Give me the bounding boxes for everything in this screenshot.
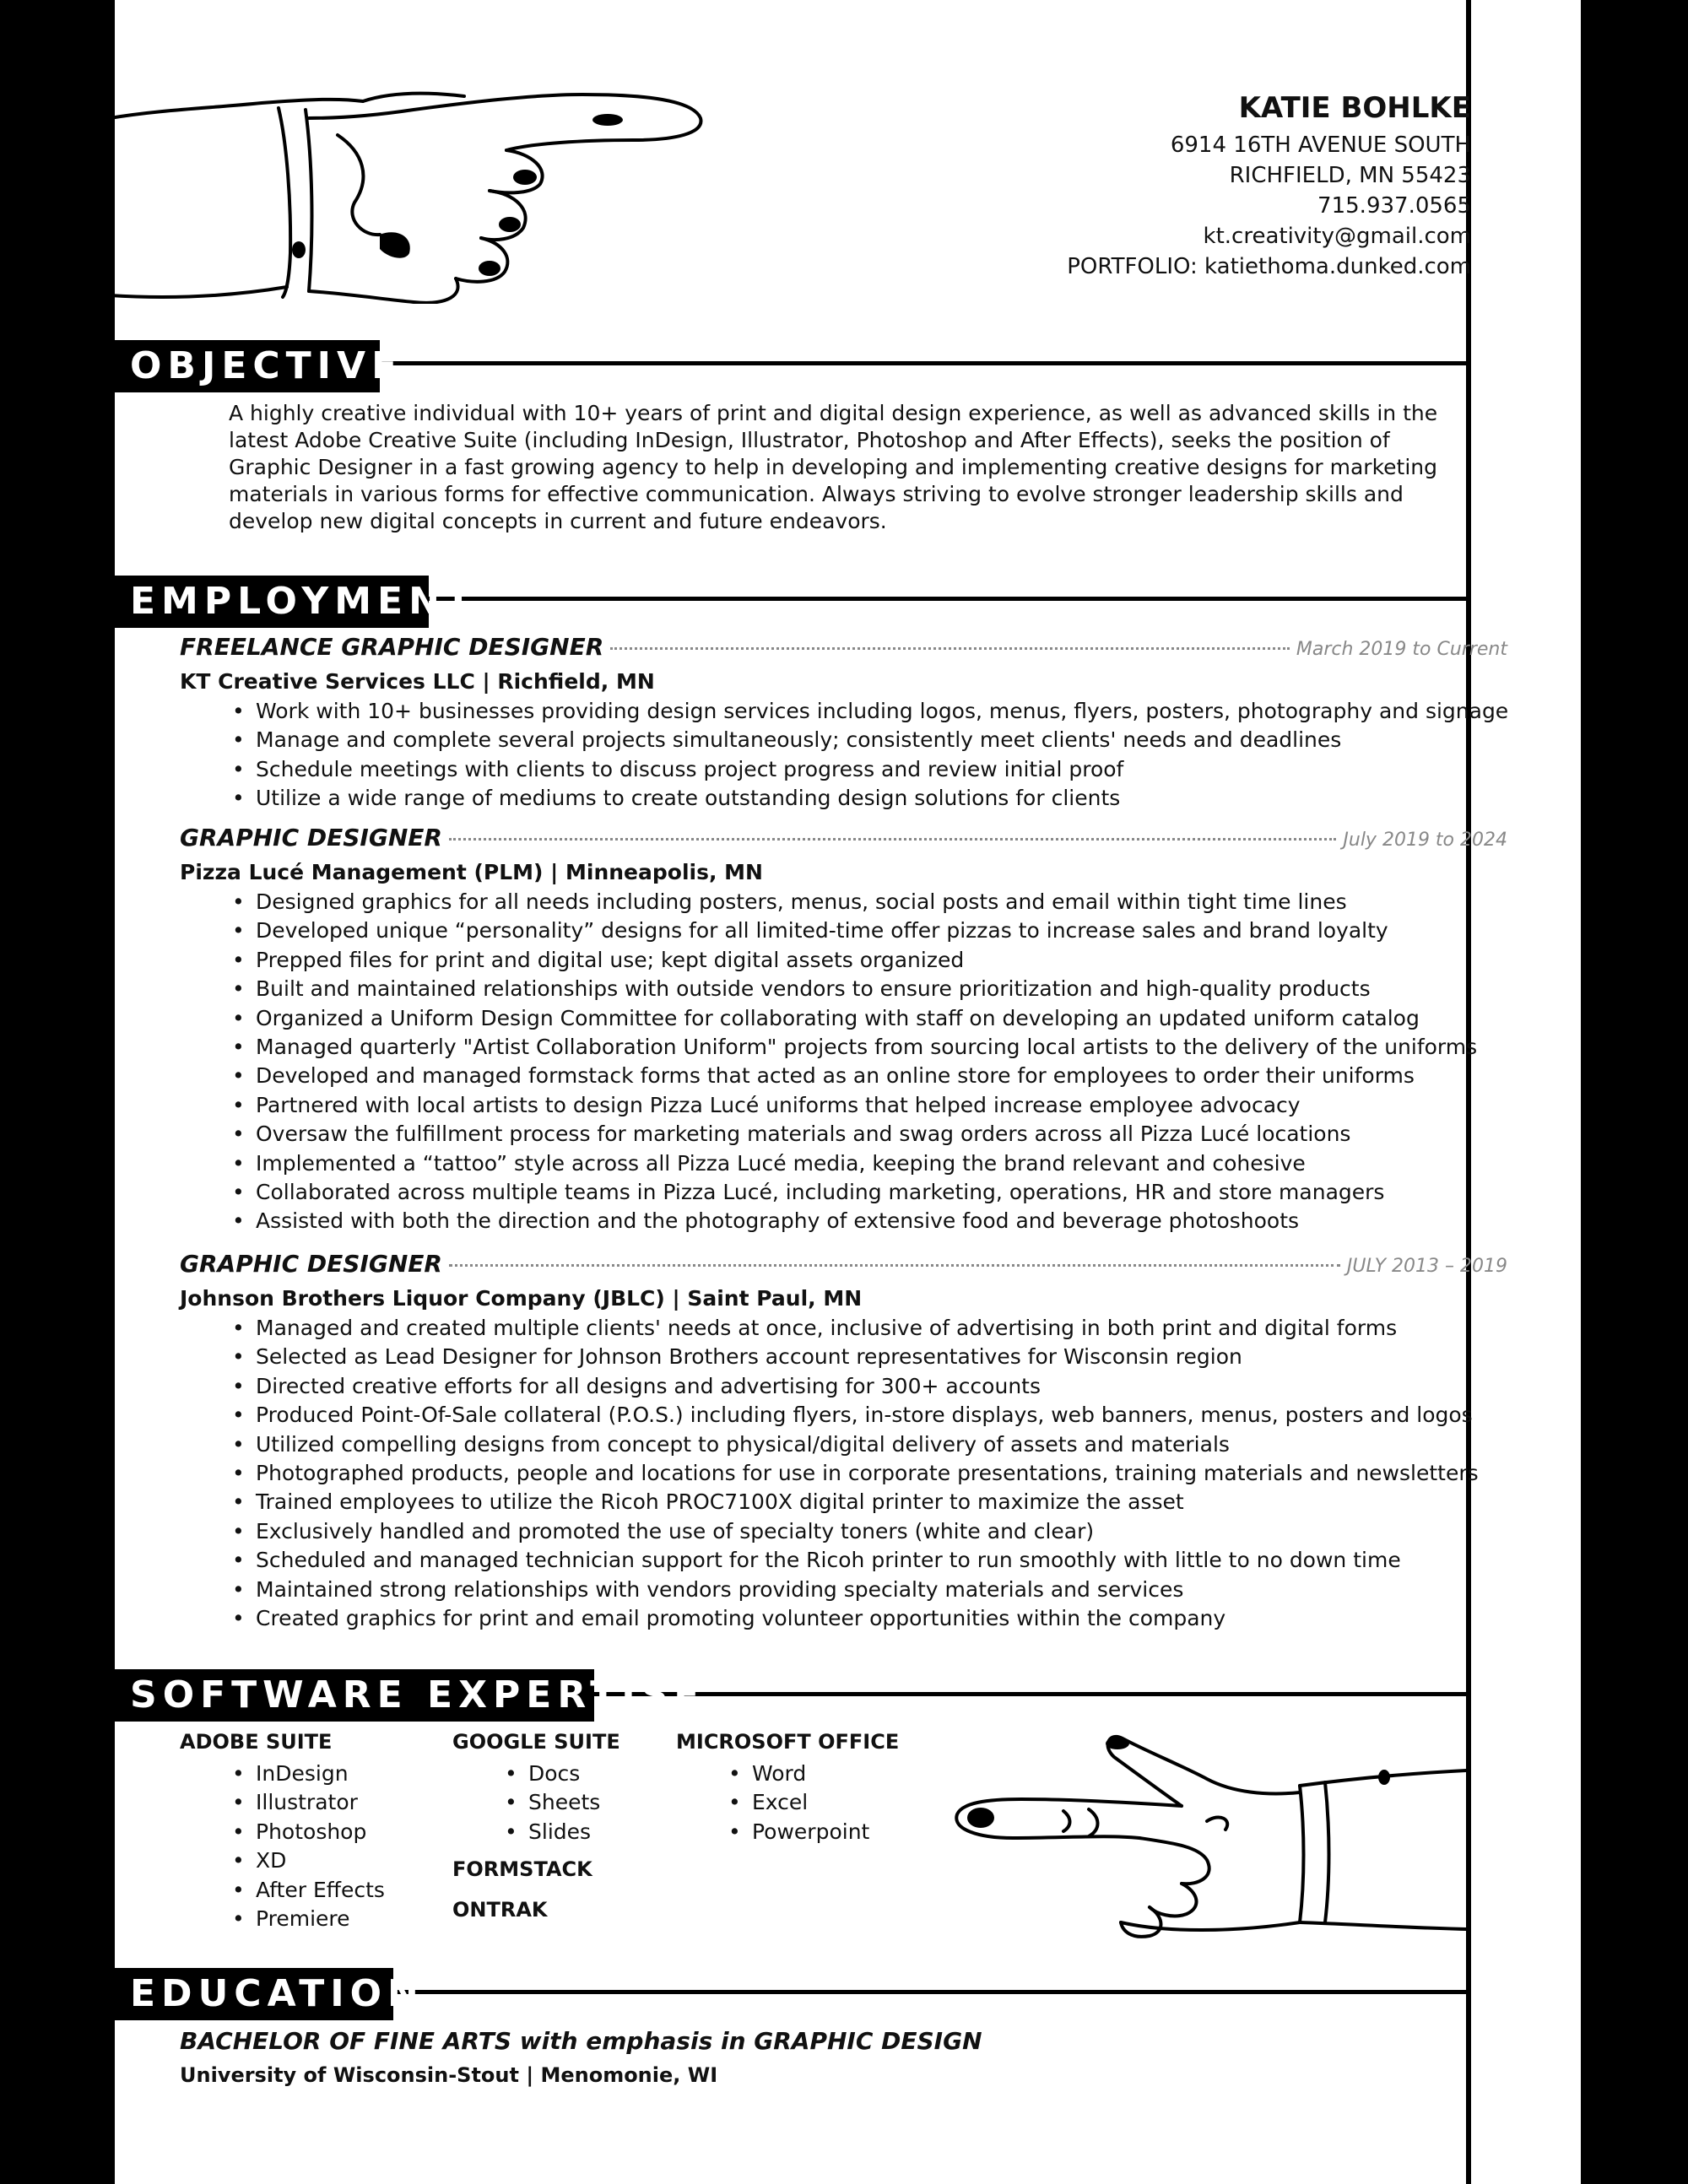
bullet-item: • Selected as Lead Designer for Johnson Brothers account representatives for Wisconsin region <box>232 1343 1507 1371</box>
job-bullets <box>180 888 1507 1236</box>
portfolio-link[interactable]: PORTFOLIO: katiethoma.dunked.com <box>1067 254 1471 279</box>
bullet-item: • Built and maintained relationships with outside vendors to ensure prioritization and high-quality products <box>232 975 1507 1003</box>
bullet-item: • Implemented a “tattoo” style across all Pizza Lucé media, keeping the brand relevant and cohesive <box>232 1149 1507 1178</box>
bullet-item: • Exclusively handled and promoted the use of specialty toners (white and clear) <box>232 1517 1507 1546</box>
formstack-heading: FORMSTACK <box>452 1857 592 1882</box>
adobe-suite-list <box>180 1760 385 1933</box>
software-item: • Excel <box>728 1788 899 1817</box>
microsoft-office-list <box>676 1760 899 1846</box>
software-heading: SOFTWARE EXPERTISE <box>110 1669 594 1722</box>
bullet-item: • Scheduled and managed technician support for the Ricoh printer to run smoothly with little to no down time <box>232 1546 1507 1575</box>
job-header <box>180 824 1507 857</box>
bullet-item: • Photographed products, people and locations for use in corporate presentations, training materials and newsletters <box>232 1459 1507 1488</box>
job-date: March 2019 to Current <box>1296 639 1507 660</box>
job-date: July 2019 to 2024 <box>1343 830 1507 851</box>
job-title: FREELANCE GRAPHIC DESIGNER <box>180 633 604 661</box>
job-title: GRAPHIC DESIGNER <box>180 1250 442 1278</box>
job-header <box>180 1250 1507 1284</box>
job-bullets <box>180 697 1507 814</box>
pointing-hand-right-icon <box>110 84 734 304</box>
email-address[interactable]: kt.creativity@gmail.com <box>1203 224 1471 249</box>
bullet-item: • Developed unique “personality” designs for all limited-time offer pizzas to increase sales and brand loyalty <box>232 916 1507 945</box>
job-entry-pizza-luce <box>180 824 1507 1236</box>
bullet-item: • Prepped files for print and digital use; kept digital assets organized <box>232 946 1507 975</box>
objective-text: A highly creative individual with 10+ years of print and digital design experience, as well as advanced skills in the latest Adobe Creative Suite (including InDesign, Illustrator, Photoshop and After Effects), seeks the position of Graphic Designer in a fast growing agency to help in developing and implementing creative designs for marketing materials in various forms for effective communication. Always striving to evolve stronger leadership skills and develop new digital concepts in current and future endeavors. <box>229 401 1438 533</box>
bullet-item: • Designed graphics for all needs including posters, menus, social posts and email within tight time lines <box>232 888 1507 916</box>
bullet-item: • Maintained strong relationships with vendors providing specialty materials and services <box>232 1576 1507 1604</box>
bullet-item: • Developed and managed formstack forms that acted as an online store for employees to order their uniforms <box>232 1062 1507 1090</box>
microsoft-office-column <box>676 1724 899 1846</box>
bullet-item: • Utilize a wide range of mediums to create outstanding design solutions for clients <box>232 784 1507 813</box>
employment-heading: EMPLOYMENT <box>110 576 429 628</box>
education-heading: EDUCATION <box>110 1968 393 2020</box>
bullet-item: • Directed creative efforts for all designs and advertising for 300+ accounts <box>232 1372 1507 1401</box>
software-item: • Sheets <box>505 1788 620 1817</box>
software-item: • Docs <box>505 1760 620 1788</box>
job-bullets <box>180 1314 1507 1633</box>
job-title: GRAPHIC DESIGNER <box>180 824 442 851</box>
bullet-item: • Trained employees to utilize the Ricoh PROC7100X digital printer to maximize the asset <box>232 1488 1507 1516</box>
bullet-item: • Work with 10+ businesses providing design services including logos, menus, flyers, posters, photography and signage <box>232 697 1507 726</box>
dot-leader <box>449 838 1336 841</box>
address-line-2: RICHFIELD, MN 55423 <box>1229 163 1471 188</box>
software-item: • Illustrator <box>232 1788 385 1817</box>
adobe-suite-heading: ADOBE SUITE <box>180 1730 333 1754</box>
bullet-item: • Schedule meetings with clients to discuss project progress and review initial proof <box>232 755 1507 784</box>
address-line-1: 6914 16TH AVENUE SOUTH <box>1170 132 1471 158</box>
bullet-item: • Organized a Uniform Design Committee for collaborating with staff on developing an updated uniform catalog <box>232 1004 1507 1033</box>
job-entry-freelance <box>180 633 1507 814</box>
software-item: • Powerpoint <box>728 1818 899 1846</box>
company-line: KT Creative Services LLC | Richfield, MN <box>180 669 655 694</box>
company-line: Pizza Lucé Management (PLM) | Minneapolis, MN <box>180 860 763 884</box>
job-entry-johnson-brothers <box>180 1250 1507 1633</box>
contact-block <box>1067 91 1471 282</box>
pointing-hand-left-icon <box>928 1711 1466 1948</box>
resume-page <box>110 0 1581 2184</box>
ontrak-heading: ONTRAK <box>452 1898 548 1922</box>
degree-title: BACHELOR OF FINE ARTS with emphasis in GRAPHIC DESIGN <box>180 2027 982 2055</box>
software-item: • Word <box>728 1760 899 1788</box>
microsoft-office-heading: MICROSOFT OFFICE <box>676 1730 900 1754</box>
company-line: Johnson Brothers Liquor Company (JBLC) | Saint Paul, MN <box>180 1286 863 1311</box>
bullet-item: • Created graphics for print and email promoting volunteer opportunities within the company <box>232 1604 1507 1633</box>
google-suite-heading: GOOGLE SUITE <box>452 1730 620 1754</box>
bullet-item: • Utilized compelling designs from concept to physical/digital delivery of assets and materials <box>232 1430 1507 1459</box>
job-header <box>180 633 1507 667</box>
bullet-item: • Managed and created multiple clients' needs at once, inclusive of advertising in both print and digital forms <box>232 1314 1507 1343</box>
bullet-item: • Produced Point-Of-Sale collateral (P.O.S.) including flyers, in-store displays, web banners, menus, posters and logos <box>232 1401 1507 1430</box>
bullet-item: • Manage and complete several projects simultaneously; consistently meet clients' needs and deadlines <box>232 726 1507 754</box>
software-item: • InDesign <box>232 1760 385 1788</box>
software-item: • Slides <box>505 1818 620 1846</box>
google-suite-column <box>452 1724 620 1927</box>
software-item: • Premiere <box>232 1905 385 1933</box>
adobe-suite-column <box>180 1724 385 1933</box>
bullet-item: • Assisted with both the direction and the photography of extensive food and beverage photoshoots <box>232 1207 1507 1235</box>
phone-number: 715.937.0565 <box>1317 193 1471 219</box>
software-item: • After Effects <box>232 1876 385 1905</box>
left-border-line <box>110 0 115 2184</box>
bullet-item: • Partnered with local artists to design Pizza Lucé uniforms that helped increase employee advocacy <box>232 1091 1507 1120</box>
dot-leader <box>610 647 1290 650</box>
software-item: • XD <box>232 1846 385 1875</box>
candidate-name: KATIE BOHLKE <box>1238 91 1471 125</box>
objective-heading: OBJECTIVE <box>110 340 380 392</box>
software-item: • Photoshop <box>232 1818 385 1846</box>
dot-leader <box>449 1264 1340 1267</box>
school-line: University of Wisconsin-Stout | Menomonie, WI <box>180 2063 718 2087</box>
bullet-item: • Oversaw the fulfillment process for marketing materials and swag orders across all Pizza Lucé locations <box>232 1120 1507 1149</box>
bullet-item: • Collaborated across multiple teams in Pizza Lucé, including marketing, operations, HR and store managers <box>232 1178 1507 1207</box>
google-suite-list <box>452 1760 620 1846</box>
bullet-item: • Managed quarterly "Artist Collaboration Uniform" projects from sourcing local artists to the delivery of the uniforms <box>232 1033 1507 1062</box>
job-date: JULY 2013 – 2019 <box>1346 1256 1507 1277</box>
